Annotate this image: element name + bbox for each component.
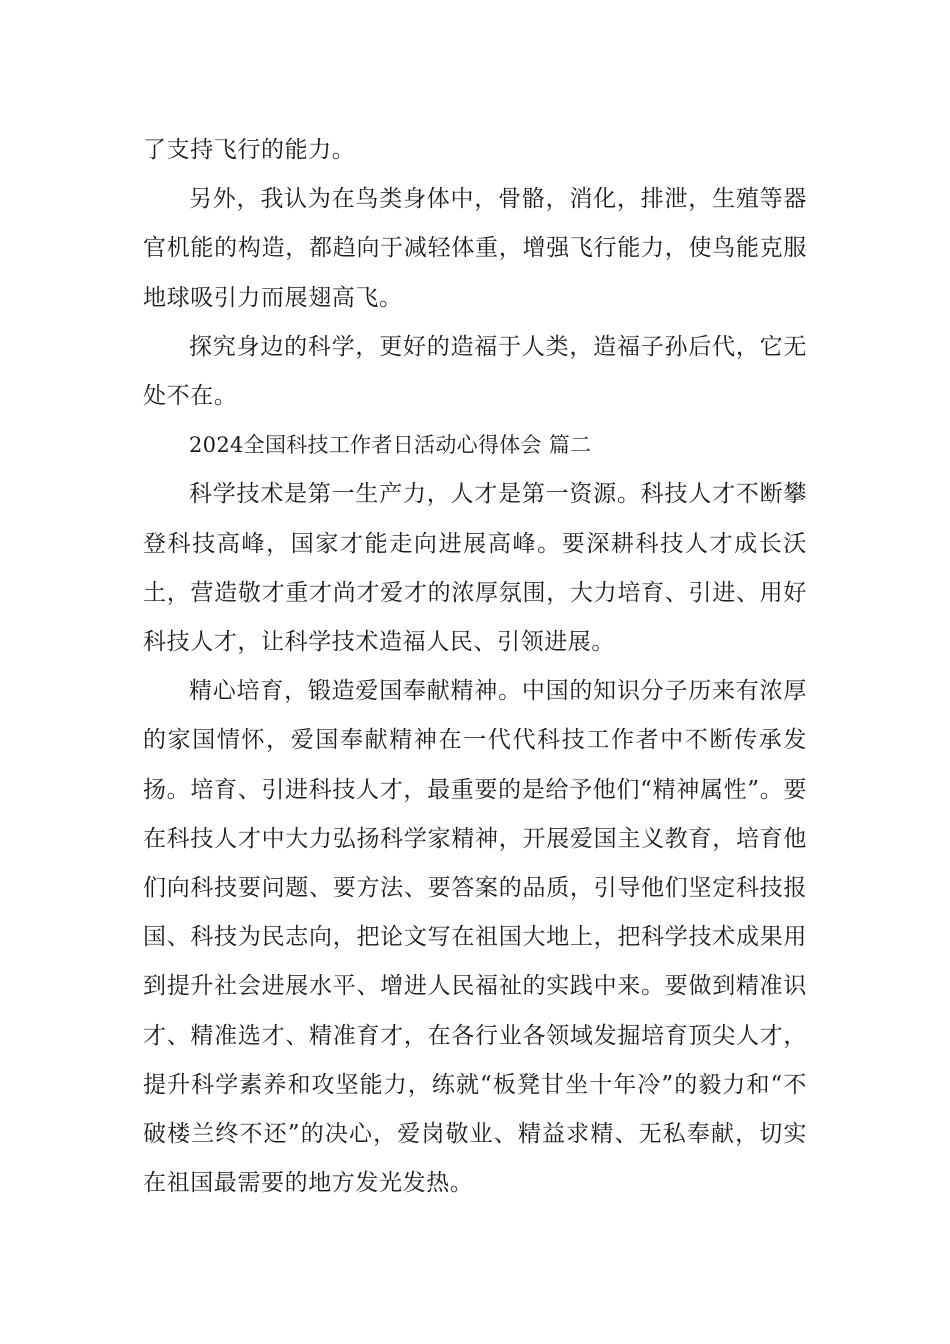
paragraph-patriotic-spirit: 精心培育，锻造爱国奉献精神。中国的知识分子历来有浓厚的家国情怀，爱国奉献精神在一代代科技工作者中不断传承发扬。培育、引进科技人才，最重要的是给予他们“精神属性”。要在科技人才中大力弘扬科学家精神，开展爱国主义教育，培育他们向科技要问题、要方法、要答案的品质，引导他们坚定科技报国、科技为民志向，把论文写在祖国大地上，把科学技术成果用到提升社会进展水平、增进人民福祉的实践中来。要做到精准识才、精准选才、精准育才，在各行业各领域发掘培育顶尖人才，提升科学素养和攻坚能力，练就“板凳甘坐十年冷”的毅力和“不破楼兰终不还”的决心，爱岗敬业、精益求精、无私奉献，切实在祖国最需要的地方发光发热。 [143, 678, 807, 1197]
section-heading: 2024全国科技工作者日活动心得体会 篇二 [189, 433, 592, 458]
paragraph-bird-organs: 另外，我认为在鸟类身体中，骨骼，消化，排泄，生殖等器官机能的构造，都趋向于减轻体重，增强飞行能力，使鸟能克服地球吸引力而展翅高飞。 [143, 186, 807, 311]
paragraph-continuation: 了支持飞行的能力。 [143, 137, 356, 163]
document-body [143, 126, 807, 1208]
paragraph-explore-science: 探究身边的科学，更好的造福于人类，造福子孙后代，它无处不在。 [143, 333, 807, 410]
paragraph-talent-resource: 科学技术是第一生产力，人才是第一资源。科技人才不断攀登科技高峰，国家才能走向进展高峰。要深耕科技人才成长沃土，营造敬才重才尚才爱才的浓厚氛围，大力培育、引进、用好科技人才，让科学技术造福人民、引领进展。 [143, 481, 807, 656]
